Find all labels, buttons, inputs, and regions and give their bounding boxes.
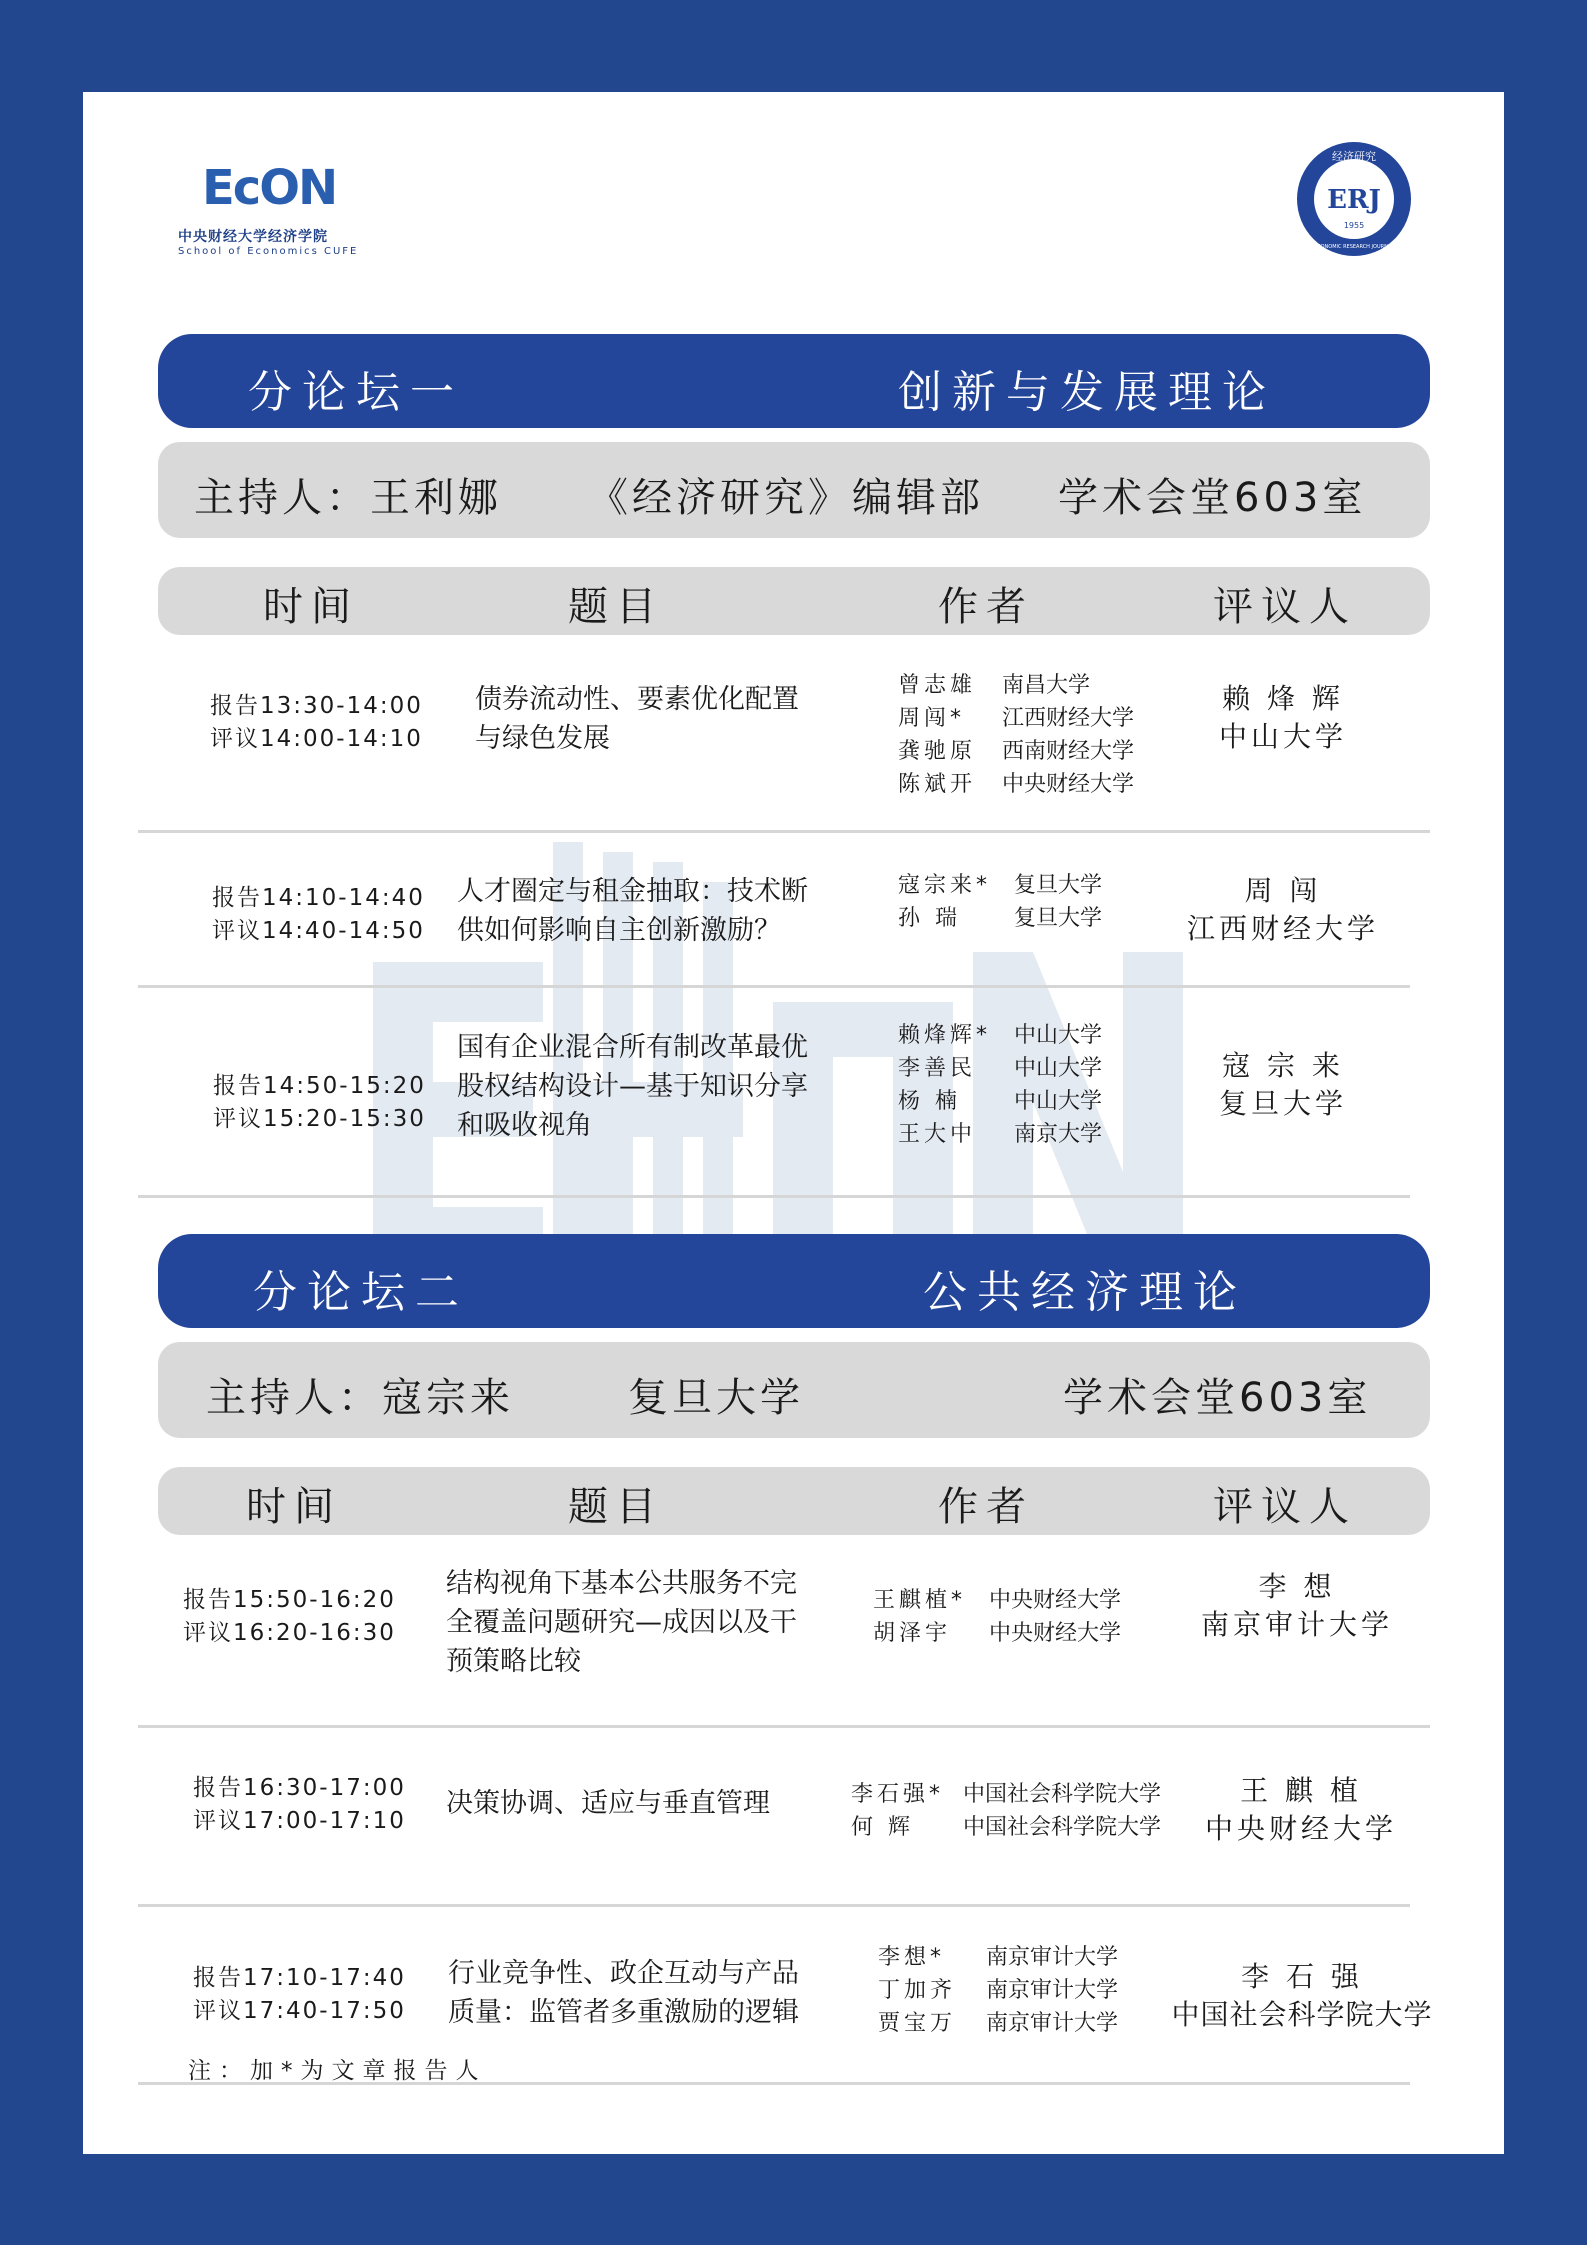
- program-page: [83, 92, 1504, 2154]
- header-time: 时间: [246, 1484, 342, 1530]
- econ-logo-cn: 中央财经大学经济学院: [178, 229, 328, 245]
- erj-seal-icon: [1295, 140, 1413, 258]
- table-row-reviewer: 王 麒 植 中央财经大学: [1204, 1774, 1397, 1845]
- table-row-authors: 王麒植* 中央财经大学 胡泽宇 中央财经大学: [873, 1588, 1122, 1646]
- econ-logo-en: School of Economics CUFE: [178, 246, 359, 257]
- table-row-title: 行业竞争性、政企互动与产品 质量：监管者多重激励的逻辑: [448, 1958, 799, 2028]
- forum1-room: 学术会堂603室: [1058, 475, 1367, 521]
- erj-seal-top: 经济研究: [1332, 150, 1376, 163]
- table-row-reviewer: 周 闯 江西财经大学: [1186, 874, 1379, 945]
- header-authors: 作者: [938, 1484, 1034, 1530]
- econ-logo: [178, 160, 358, 270]
- table-row-reviewer: 赖 烽 辉 中山大学: [1218, 682, 1347, 753]
- header-time: 时间: [263, 584, 359, 630]
- forum1-header: [158, 567, 1430, 635]
- forum1-name: 分论坛一: [248, 367, 464, 418]
- forum2-header: [158, 1467, 1430, 1535]
- header-reviewer: 评议人: [1213, 584, 1357, 630]
- forum1-host-bar: [158, 442, 1430, 538]
- table-row-reviewer: 李 想 南京审计大学: [1200, 1570, 1393, 1641]
- econ-logo-mark: EcON: [202, 160, 337, 216]
- table-row-time: 报告15:50-16:20 评议16:20-16:30: [183, 1587, 396, 1646]
- forum1-theme: 创新与发展理论: [898, 367, 1276, 418]
- forum2-theme: 公共经济理论: [923, 1267, 1247, 1318]
- header-reviewer: 评议人: [1213, 1484, 1357, 1530]
- forum2-name: 分论坛二: [253, 1267, 469, 1318]
- table-row-title: 决策协调、适应与垂直管理: [446, 1788, 770, 1819]
- table-row-authors: 李石强* 中国社会科学院大学 何 辉 中国社会科学院大学: [851, 1782, 1162, 1840]
- forum1-host: 主持人：王利娜: [194, 475, 502, 521]
- erj-seal-ring: ECONOMIC RESEARCH JOURNAL: [1313, 244, 1395, 250]
- row-divider: [138, 985, 1410, 988]
- forum2-title-bar: [158, 1234, 1430, 1328]
- table-row-authors: 曾志雄 南昌大学 周闯* 江西财经大学 龚驰原 西南财经大学 陈斌开 中央财经大学: [898, 673, 1135, 797]
- table-row-reviewer: 李 石 强 中国社会科学院大学: [1171, 1960, 1433, 2031]
- erj-seal-center: ERJ: [1327, 185, 1381, 215]
- table-row-title: 债券流动性、要素优化配置 与绿色发展: [475, 684, 799, 754]
- forum1-host-org: 《经济研究》编辑部: [588, 475, 984, 521]
- table-row-time: 报告17:10-17:40 评议17:40-17:50: [193, 1965, 406, 2024]
- row-divider: [138, 1904, 1410, 1907]
- forum2-host: 主持人：寇宗来: [206, 1375, 514, 1421]
- erj-seal-year: 1955: [1343, 221, 1365, 230]
- row-divider: [138, 1195, 1410, 1198]
- table-row-title: 国有企业混合所有制改革最优 股权结构设计—基于知识分享 和吸收视角: [457, 1032, 808, 1141]
- row-divider: [138, 830, 1430, 833]
- table-row-reviewer: 寇 宗 来 复旦大学: [1218, 1049, 1347, 1120]
- header-authors: 作者: [938, 584, 1034, 630]
- table-row-authors: 李想* 南京审计大学 丁加齐 南京审计大学 贾宝万 南京审计大学: [878, 1945, 1119, 2036]
- forum1-title-bar: [158, 334, 1430, 428]
- forum2-host-org: 复旦大学: [628, 1375, 804, 1421]
- forum2-host-bar: [158, 1342, 1430, 1438]
- header-topic: 题目: [568, 584, 664, 630]
- table-row-title: 人才圈定与租金抽取：技术断 供如何影响自主创新激励？: [457, 876, 808, 946]
- header-topic: 题目: [568, 1484, 664, 1530]
- table-row-time: 报告14:10-14:40 评议14:40-14:50: [212, 885, 425, 944]
- table-row-title: 结构视角下基本公共服务不完 全覆盖问题研究—成因以及干 预策略比较: [446, 1568, 797, 1677]
- table-row-authors: 赖烽辉* 中山大学 李善民 中山大学 杨 楠 中山大学 王大中 南京大学: [898, 1023, 1103, 1147]
- table-row-time: 报告14:50-15:20 评议15:20-15:30: [213, 1073, 426, 1132]
- forum2-room: 学术会堂603室: [1063, 1375, 1372, 1421]
- table-row-time: 报告16:30-17:00 评议17:00-17:10: [193, 1775, 406, 1834]
- footnote: 注：加*为文章报告人: [188, 2058, 487, 2084]
- table-row-authors: 寇宗来* 复旦大学 孙 瑞 复旦大学: [898, 873, 1103, 931]
- table-row-time: 报告13:30-14:00 评议14:00-14:10: [210, 693, 423, 752]
- row-divider: [138, 1725, 1430, 1728]
